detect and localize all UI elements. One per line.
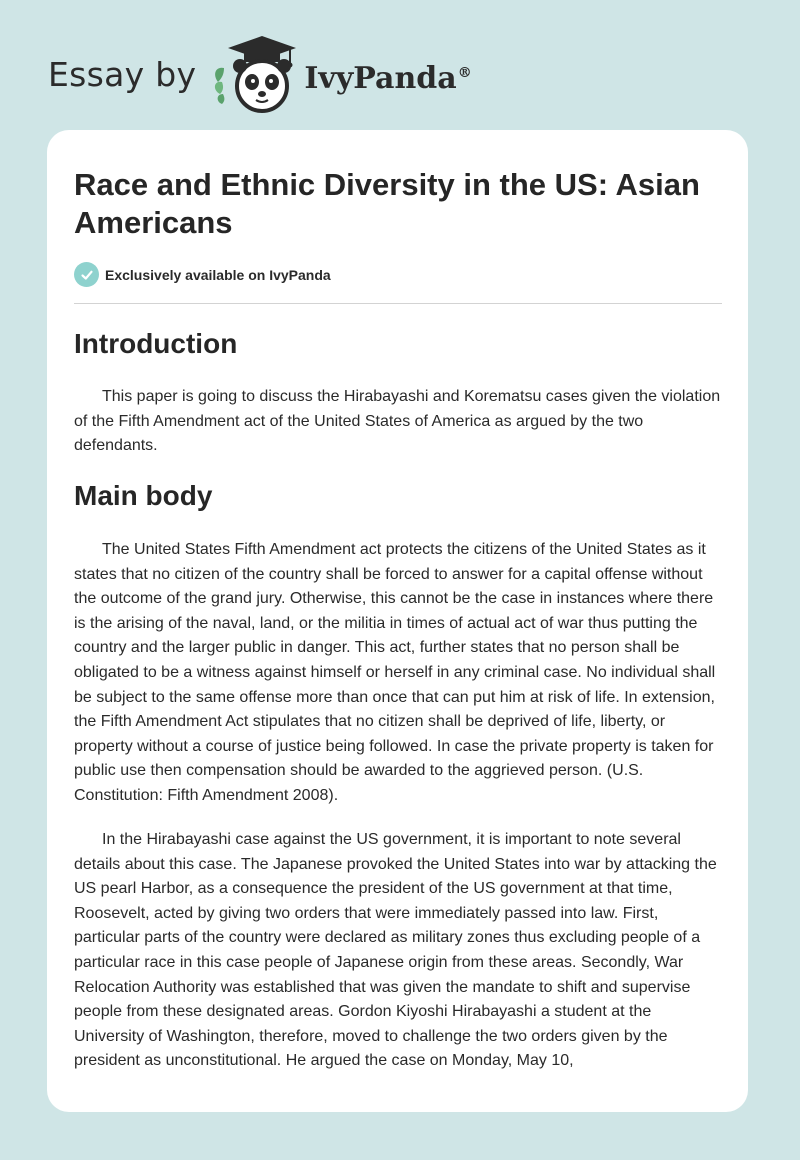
exclusive-badge-text: Exclusively available on IvyPanda	[105, 266, 331, 283]
panda-logo-icon	[210, 34, 302, 114]
section-heading-main-body: Main body	[74, 480, 213, 511]
introduction-paragraph: This paper is going to discuss the Hirabayashi and Korematsu cases given the violation of the Fifth Amendment act of the United States of America as argued by the two defendants.	[74, 388, 721, 455]
registered-mark: ®	[457, 64, 472, 81]
brand-name-text: IvyPanda	[304, 60, 457, 96]
checkmark-icon	[74, 262, 99, 287]
main-body-paragraph-1: The United States Fifth Amendment act protects the citizens of the United States as it states that no citizen of the country shall be forced to answer for a capital offense without the outcome of the grand jury. Otherwise, this cannot be the case in instances where there is the arising of the naval, land, or the militia in times of actual act of war thus putting the country and the larger public in danger. This act, further states that no person shall be obligated to be a witness against himself or herself in any criminal case. No individual shall be subject to the same offense more than once that can put him at risk of life. In extension, the Fifth Amendment Act stipulates that no citizen shall be deprived of life, liberty, or property without a course of justice being followed. In case the private property is taken for public use then compensation should be awarded to the aggrieved person. (U.S. Constitution: Fifth Amendment 2008).	[74, 541, 716, 804]
exclusive-badge	[74, 262, 331, 287]
brand-header[interactable]	[48, 34, 472, 114]
section-heading-introduction: Introduction	[74, 328, 238, 359]
title-divider	[74, 303, 722, 304]
brand-prefix: Essay by	[48, 54, 197, 94]
brand-name	[304, 61, 471, 96]
essay-card	[47, 130, 748, 1112]
essay-title: Race and Ethnic Diversity in the US: Asian Americans	[74, 167, 700, 240]
main-body-paragraph-2: In the Hirabayashi case against the US government, it is important to note several details about this case. The Japanese provoked the United States into war by attacking the US pearl Harbor, as a consequence the president of the US government at that time, Roosevelt, acted by giving two orders that were immediately passed into law. First, particular parts of the country were declared as military zones thus excluding people of a particular race in this case people of Japanese origin from these areas. Secondly, War Relocation Authority was established that was given the mandate to shift and supervise people from these designated areas. Gordon Kiyoshi Hirabayashi a student at the University of Washington, therefore, moved to challenge the two orders given by the president as unconstitutional. He argued the case on Monday, May 10,	[74, 831, 717, 1070]
